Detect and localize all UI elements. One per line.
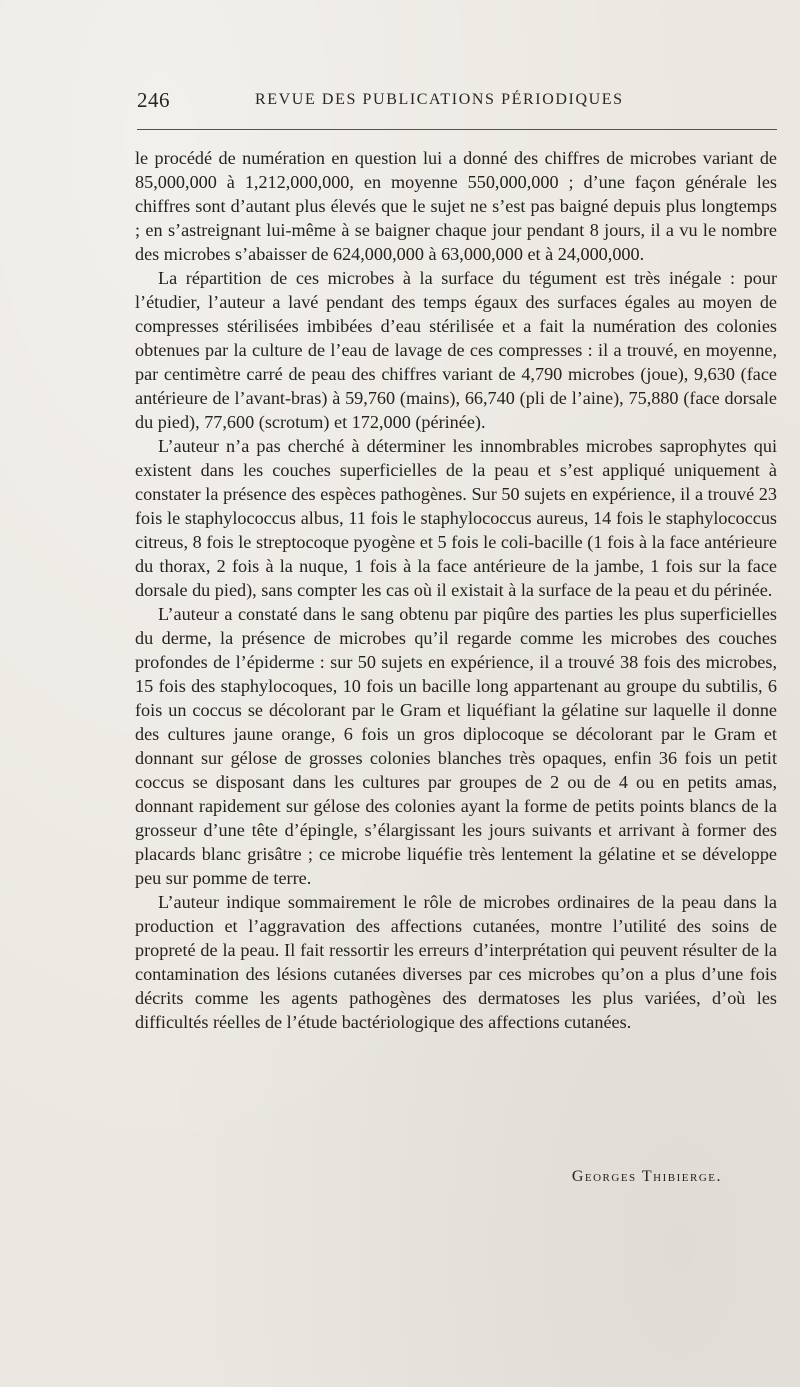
- page-header: [137, 88, 777, 118]
- paragraph: L’auteur n’a pas cherché à déterminer les innombrables microbes saprophytes qui existent dans les couches superficielles de la peau et s’est appliqué uniquement à constater la présence des espèces pathogènes. Sur 50 sujets en expérience, il a trouvé 23 fois le staphylococcus albus, 11 fois le staphylococcus aureus, 14 fois le staphylococcus citreus, 8 fois le streptocoque pyogène et 5 fois le coli-bacille (1 fois à la face antérieure du thorax, 2 fois à la nuque, 1 fois à la face antérieure de la jambe, 1 fois sur la face dorsale du pied), sans compter les cas où il existait à la surface de la peau et du périnée.: [135, 436, 777, 600]
- paragraph: L’auteur a constaté dans le sang obtenu par piqûre des parties les plus superficielles du derme, la présence de microbes qu’il regarde comme les microbes des couches profondes de l’épiderme : sur 50 sujets en expérience, il a trouvé 38 fois des microbes, 15 fois des staphylocoques, 10 fois un bacille long appartenant au groupe du subtilis, 6 fois un coccus se décolorant par le Gram et liquéfiant la gélatine sur laquelle il donne des cultures jaune orange, 6 fois un gros diplocoque se décolorant par le Gram et donnant sur gélose de grosses colonies blanches très opaques, enfin 36 fois un petit coccus se disposant dans les cultures par groupes de 2 ou de 4 ou en petits amas, donnant rapidement sur gélose des colonies ayant la forme de petits points blancs de la grosseur d’une tête d’épingle, s’élargissant les jours suivants et arrivant à former des placards blanc grisâtre ; ce microbe liquéfie très lentement la gélatine et se développe peu sur pomme de terre.: [135, 604, 777, 888]
- author-signature: Georges Thibierge.: [571, 1168, 722, 1185]
- paragraph: La répartition de ces microbes à la surface du tégument est très inégale : pour l’étudier, l’auteur a lavé pendant des temps égaux des surfaces égales au moyen de compresses stérilisées imbibées d’eau stérilisée et a fait la numération des colonies obtenues par la culture de l’eau de lavage de ces compresses : il a trouvé, en moyenne, par centimètre carré de peau des chiffres variant de 4,790 microbes (joue), 9,630 (face antérieure de l’avant-bras) à 59,760 (mains), 66,740 (pli de l’aine), 75,880 (face dorsale du pied), 77,600 (scrotum) et 172,000 (périnée).: [135, 268, 777, 432]
- running-title: REVUE DES PUBLICATIONS PÉRIODIQUES: [255, 91, 624, 108]
- paragraph: L’auteur indique sommairement le rôle de microbes ordinaires de la peau dans la production et l’aggravation des affections cutanées, montre l’utilité des soins de propreté de la peau. Il fait ressortir les erreurs d’interprétation qui peuvent résulter de la contamination des lésions cutanées diverses par ces microbes qu’on a plus d’une fois décrits comme les agents pathogènes des dermatoses les plus variées, d’où les difficultés réelles de l’étude bactériologique des affections cutanées.: [135, 892, 777, 1032]
- page-number: 246: [137, 88, 170, 112]
- header-rule: [137, 129, 777, 130]
- paragraph: le procédé de numération en question lui a donné des chiffres de microbes variant de 85,000,000 à 1,212,000,000, en moyenne 550,000,000 ; d’une façon générale les chiffres sont d’autant plus élevés que le sujet ne s’est pas baigné depuis plus longtemps ; en s’astreignant lui-même à se baigner chaque jour pendant 8 jours, il a vu le nombre des microbes s’abaisser de 624,000,000 à 63,000,000 et à 24,000,000.: [135, 148, 777, 264]
- article-body: [135, 146, 777, 1034]
